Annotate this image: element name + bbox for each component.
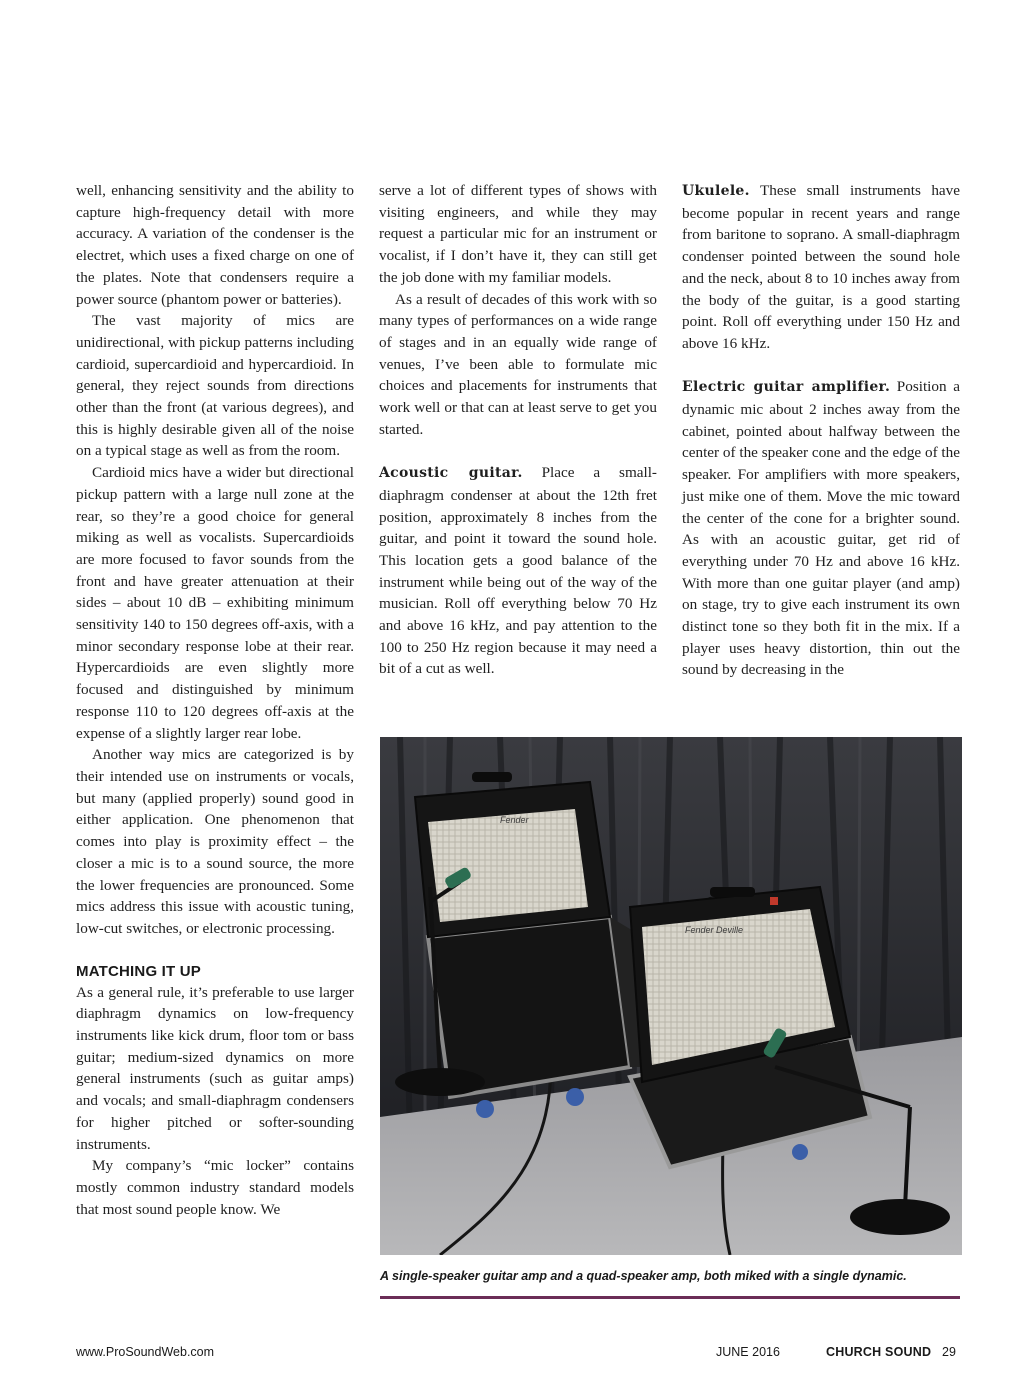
run-in-heading: Electric guitar amplifier.	[682, 379, 891, 396]
article-column-2	[379, 180, 657, 680]
body-paragraph: serve a lot of different types of shows with visiting engineers, and while they may request a particular mic for an instrument or vocalist, if I don’t have it, they can still get the job done with my familiar models.	[379, 182, 657, 286]
small-amp	[415, 772, 610, 937]
paragraph-text: Position a dynamic mic about 2 inches away from the cabinet, pointed about halfway between the center of the speaker cone and the edge of the speaker. For amplifiers with more speakers, just mike one of them. Move the mic toward the center of the cone for a brighter sound. As with an acoustic guitar, get rid of everything under 70 Hz and above 16 kHz. With more than one guitar player (and amp) on stage, try to give each instrument its own distinct tone so they both fit in the mix. If a player uses heavy distortion, thin out the sound by decreasing in the	[682, 378, 960, 679]
body-paragraph: As a result of decades of this work with so many types of performances on a wide range of stages and in an equally wide range of venues, I’ve been able to formulate mic choices and placements for instruments that work well or that can at least serve to get you started.	[379, 290, 657, 438]
footer-page-number: 29	[942, 1345, 956, 1359]
section-heading: MATCHING IT UP	[76, 962, 202, 980]
body-paragraph: My company’s “mic locker” contains mostly common industry standard models that most sound people know. We	[76, 1157, 354, 1218]
body-paragraph: Another way mics are categorized is by their intended use on instruments or vocals, but many (applied properly) sound good in either application. One phenomenon that comes into play is proximity effect – the closer a mic is to a sound source, the more the lower frequencies are pronounced. Some mics address this issue with acoustic tuning, low-cut switches, or electronic processing.	[76, 746, 354, 937]
pilot-light	[770, 897, 778, 905]
photo-caption: A single-speaker guitar amp and a quad-speaker amp, both miked with a single dynamic.	[380, 1269, 907, 1283]
article-column-1	[76, 180, 354, 1220]
amp-handle	[472, 772, 512, 782]
body-paragraph: The vast majority of mics are unidirectional, with pickup patterns including cardioid, supercardioid and hypercardioid. In general, they reject sounds from directions other than the front (at various degrees), and this is highly desirable given all of the noise on a typical stage as well as from the room.	[76, 312, 354, 460]
body-paragraph	[682, 180, 960, 355]
body-paragraph: As a general rule, it’s preferable to use larger diaphragm dynamics on low-frequency instruments like kick drum, floor tom or bass guitar; medium-sized dynamics on more general instruments (such as guitar amps) and vocals; and small-diaphragm condensers for higher pitched or softer-sounding instruments.	[76, 983, 354, 1153]
caster-wheel	[476, 1100, 494, 1118]
amp-badge-text: Fender Deville	[685, 925, 744, 935]
footer-website: www.ProSoundWeb.com	[76, 1345, 215, 1359]
caster-wheel	[566, 1088, 584, 1106]
amp-photo-illustration	[380, 737, 962, 1255]
caster-wheel	[792, 1144, 808, 1160]
body-paragraph: Cardioid mics have a wider but directional pickup pattern with a large null zone at the rear, so they’re a good choice for general miking as well as vocalists. Supercardioids are more focused to favor sounds from the front and have greater attenuation at their sides – about 10 dB – exhibiting minimum sensitivity 140 to 150 degrees off-axis, with a minor secondary response lobe at their rear. Hypercardioids are even slightly more focused and distinguished by minimum response 110 to 120 degrees off-axis at the expense of a slightly larger rear lobe.	[76, 464, 354, 742]
run-in-heading: Ukulele.	[682, 183, 750, 199]
caption-rule	[380, 1296, 960, 1299]
run-in-heading: Acoustic guitar.	[379, 465, 523, 482]
footer-magazine-name: CHURCH SOUND	[826, 1345, 932, 1359]
amp-badge-text: Fender	[500, 815, 529, 825]
paragraph-text: Place a small-diaphragm condenser at about the 12th fret position, approximately 8 inches from the guitar, and point it toward the sound hole. This location gets a good balance of the instrument while being out of the way of the musician. Roll off everything below 70 Hz and above 16 kHz, and pay attention to the 100 to 250 Hz region because it may need a bit of a cut as well.	[379, 464, 657, 678]
body-paragraph	[379, 462, 657, 680]
paragraph-text: These small instruments have become popular in recent years and range from baritone to soprano. A small-diaphragm condenser pointed between the sound hole and the neck, about 8 to 10 inches away from the body of the guitar, is a good starting point. Roll off everything under 150 Hz and above 16 kHz.	[682, 182, 960, 352]
amp-photo	[380, 737, 962, 1255]
body-paragraph	[682, 376, 960, 681]
footer-issue-date: JUNE 2016	[716, 1345, 780, 1359]
body-paragraph: well, enhancing sensitivity and the ability to capture high-frequency detail with more accuracy. A variation of the condenser is the electret, which uses a fixed charge on one of the plates. Note that condensers require a power source (phantom power or batteries).	[76, 182, 354, 308]
amp-handle	[710, 887, 755, 897]
article-column-3	[682, 180, 960, 681]
